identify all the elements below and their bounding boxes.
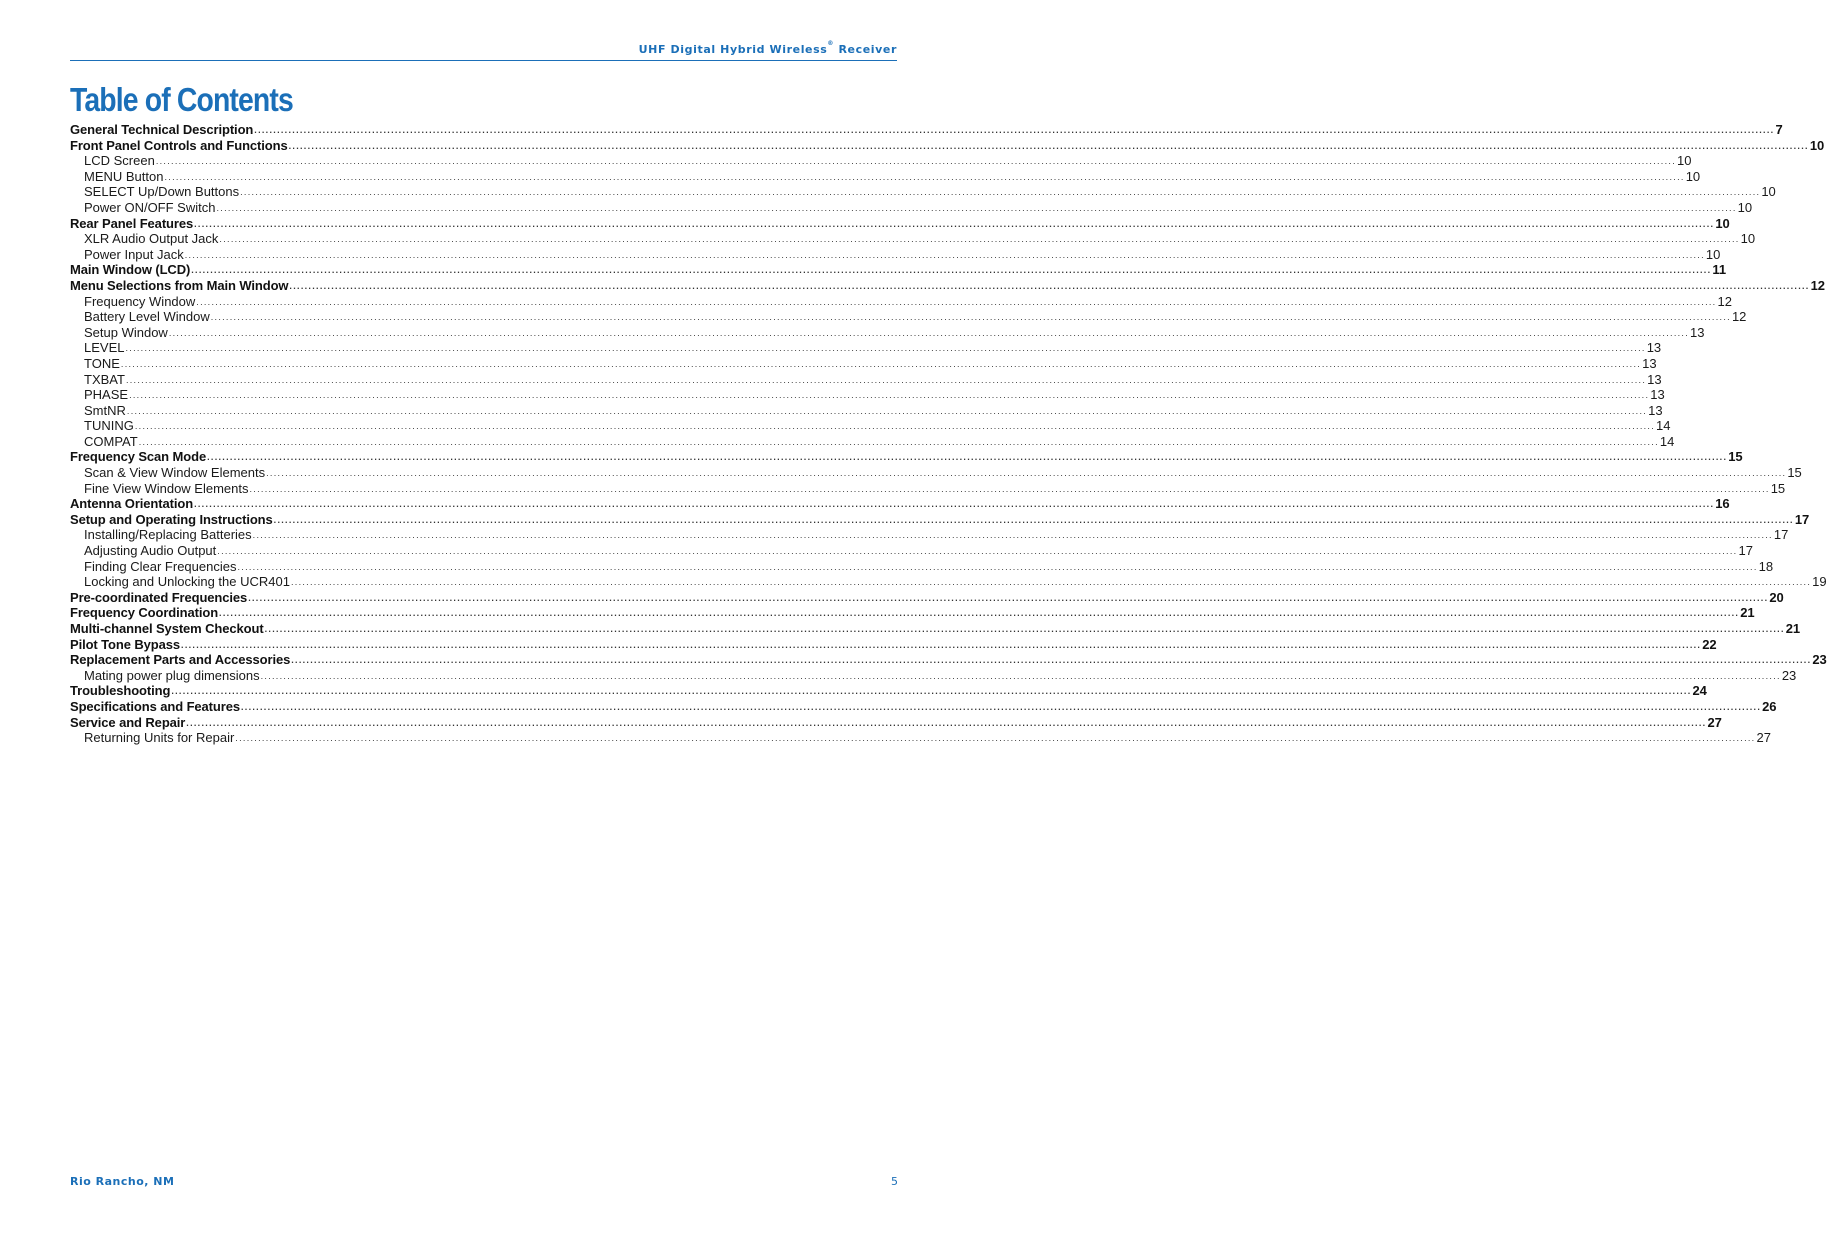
dot-leader: ................................................................................................................................................................................................................................................................................................................................................................................................................ [235, 733, 1756, 744]
toc-entry-page-number: 21 [1740, 605, 1755, 621]
page-title: Table of Contents [70, 81, 293, 118]
toc-entry-page-number: 24 [1692, 683, 1707, 699]
toc-entry-page-number: 15 [1770, 480, 1786, 496]
dot-leader: ................................................................................................................................................................................................................................................................................................................................................................................................................ [210, 312, 1731, 323]
dot-leader: ................................................................................................................................................................................................................................................................................................................................................................................................................ [138, 436, 1659, 447]
toc-entry-page-number: 23 [1781, 667, 1797, 683]
toc-entry-page-number: 10 [1715, 215, 1730, 231]
toc-section-entry[interactable] [70, 621, 1801, 637]
toc-subsection-entry[interactable] [70, 433, 1675, 450]
toc-section-entry[interactable] [70, 511, 1810, 528]
toc-entry-label: Antenna Orientation [70, 496, 194, 512]
toc-entry-label: Specifications and Features [70, 698, 240, 714]
toc-subsection-entry[interactable] [70, 371, 1662, 388]
toc-subsection-entry[interactable] [70, 324, 1705, 341]
table-of-contents [70, 122, 1827, 746]
toc-entry-page-number: 13 [1647, 371, 1662, 387]
toc-entry-label: Battery Level Window [84, 309, 210, 325]
footer-page-number: 5 [891, 1175, 898, 1188]
toc-entry-page-number: 12 [1810, 277, 1825, 293]
toc-subsection-entry[interactable] [70, 231, 1756, 247]
toc-entry-label: Fine View Window Elements [84, 480, 249, 496]
toc-section-entry[interactable] [70, 714, 1722, 731]
toc-entry-page-number: 14 [1659, 433, 1675, 449]
toc-subsection-entry[interactable] [70, 418, 1671, 434]
toc-subsection-entry[interactable] [70, 387, 1665, 403]
toc-entry-page-number: 15 [1728, 449, 1743, 465]
dot-leader: ................................................................................................................................................................................................................................................................................................................................................................................................................ [125, 374, 1647, 385]
toc-subsection-entry[interactable] [70, 153, 1692, 169]
toc-subsection-entry[interactable] [70, 543, 1753, 559]
dot-leader: ................................................................................................................................................................................................................................................................................................................................................................................................................ [164, 171, 1685, 182]
toc-entry-page-number: 21 [1785, 621, 1801, 636]
dot-leader: ................................................................................................................................................................................................................................................................................................................................................................................................................ [181, 639, 1702, 650]
toc-entry-label: COMPAT [84, 433, 138, 449]
toc-entry-page-number: 11 [1712, 262, 1726, 278]
toc-section-entry[interactable] [70, 605, 1755, 621]
dot-leader: ................................................................................................................................................................................................................................................................................................................................................................................................................ [252, 530, 1773, 541]
toc-subsection-entry[interactable] [70, 480, 1786, 497]
dot-leader: ................................................................................................................................................................................................................................................................................................................................................................................................................ [191, 265, 1712, 276]
toc-entry-label: Pre-coordinated Frequencies [70, 589, 248, 605]
toc-subsection-entry[interactable] [70, 527, 1789, 543]
toc-entry-page-number: 15 [1787, 465, 1802, 481]
toc-subsection-entry[interactable] [70, 558, 1774, 575]
toc-entry-page-number: 13 [1690, 324, 1705, 340]
dot-leader: ................................................................................................................................................................................................................................................................................................................................................................................................................ [168, 327, 1690, 338]
toc-entry-page-number: 10 [1809, 137, 1825, 153]
toc-entry-label: MENU Button [84, 168, 164, 184]
dot-leader: ................................................................................................................................................................................................................................................................................................................................................................................................................ [240, 187, 1761, 198]
dot-leader: ................................................................................................................................................................................................................................................................................................................................................................................................................ [186, 717, 1707, 728]
toc-entry-page-number: 10 [1705, 246, 1721, 262]
dot-leader: ................................................................................................................................................................................................................................................................................................................................................................................................................ [240, 701, 1762, 712]
trademark-symbol: ® [827, 40, 835, 47]
toc-entry-label: Service and Repair [70, 714, 186, 730]
toc-subsection-entry[interactable] [70, 355, 1657, 372]
dot-leader: ................................................................................................................................................................................................................................................................................................................................................................................................................ [125, 343, 1646, 354]
toc-entry-label: Power Input Jack [84, 246, 184, 262]
toc-subsection-entry[interactable] [70, 402, 1663, 419]
toc-entry-page-number: 7 [1775, 122, 1783, 137]
toc-entry-label: TUNING [84, 418, 134, 434]
toc-section-entry[interactable] [70, 496, 1730, 512]
toc-entry-label: Installing/Replacing Batteries [84, 527, 252, 543]
toc-entry-label: Replacement Parts and Accessories [70, 652, 291, 668]
toc-entry-label: Finding Clear Frequencies [84, 558, 237, 574]
dot-leader: ................................................................................................................................................................................................................................................................................................................................................................................................................ [194, 218, 1715, 229]
toc-section-entry[interactable] [70, 122, 1783, 138]
toc-entry-page-number: 10 [1740, 231, 1756, 247]
dot-leader: ................................................................................................................................................................................................................................................................................................................................................................................................................ [171, 686, 1692, 697]
toc-entry-page-number: 23 [1812, 652, 1827, 668]
toc-subsection-entry[interactable] [70, 309, 1747, 325]
dot-leader: ................................................................................................................................................................................................................................................................................................................................................................................................................ [266, 468, 1787, 479]
toc-entry-page-number: 16 [1715, 496, 1730, 512]
toc-subsection-entry[interactable] [70, 574, 1827, 590]
toc-entry-page-number: 17 [1738, 543, 1753, 559]
toc-entry-label: LCD Screen [84, 153, 155, 169]
dot-leader: ................................................................................................................................................................................................................................................................................................................................................................................................................ [126, 405, 1648, 416]
toc-section-entry[interactable] [70, 277, 1825, 294]
toc-entry-label: Main Window (LCD) [70, 262, 191, 278]
toc-subsection-entry[interactable] [70, 246, 1721, 263]
dot-leader: ................................................................................................................................................................................................................................................................................................................................................................................................................ [129, 390, 1650, 401]
toc-subsection-entry[interactable] [70, 199, 1753, 216]
toc-entry-page-number: 12 [1717, 293, 1732, 309]
toc-entry-page-number: 20 [1769, 589, 1784, 605]
toc-entry-page-number: 13 [1646, 340, 1662, 356]
dot-leader: ................................................................................................................................................................................................................................................................................................................................................................................................................ [217, 546, 1738, 557]
toc-entry-label: SELECT Up/Down Buttons [84, 184, 240, 200]
toc-entry-label: Power ON/OFF Switch [84, 199, 216, 215]
toc-entry-label: TONE [84, 355, 120, 371]
toc-entry-page-number: 10 [1685, 168, 1701, 184]
toc-section-entry[interactable] [70, 636, 1717, 653]
toc-entry-label: Menu Selections from Main Window [70, 277, 289, 293]
dot-leader: ................................................................................................................................................................................................................................................................................................................................................................................................................ [237, 561, 1758, 572]
toc-section-entry[interactable] [70, 262, 1726, 278]
toc-entry-label: Frequency Scan Mode [70, 449, 207, 465]
toc-entry-label: Frequency Coordination [70, 605, 219, 621]
toc-entry-page-number: 18 [1758, 558, 1774, 574]
dot-leader: ................................................................................................................................................................................................................................................................................................................................................................................................................ [196, 296, 1717, 307]
dot-leader: ................................................................................................................................................................................................................................................................................................................................................................................................................ [290, 577, 1812, 588]
dot-leader: ................................................................................................................................................................................................................................................................................................................................................................................................................ [254, 125, 1775, 135]
toc-section-entry[interactable] [70, 449, 1743, 465]
toc-entry-label: Front Panel Controls and Functions [70, 137, 288, 153]
toc-entry-label: PHASE [84, 387, 129, 403]
toc-entry-page-number: 13 [1648, 402, 1663, 418]
toc-subsection-entry[interactable] [70, 667, 1797, 684]
dot-leader: ................................................................................................................................................................................................................................................................................................................................................................................................................ [249, 483, 1770, 494]
toc-subsection-entry[interactable] [70, 168, 1701, 185]
toc-entry-label: Pilot Tone Bypass [70, 636, 181, 652]
toc-entry-label: Troubleshooting [70, 683, 171, 699]
toc-entry-page-number: 27 [1707, 714, 1722, 730]
toc-entry-label: Locking and Unlocking the UCR401 [84, 574, 290, 590]
toc-subsection-entry[interactable] [70, 293, 1732, 310]
toc-section-entry[interactable] [70, 698, 1777, 715]
dot-leader: ................................................................................................................................................................................................................................................................................................................................................................................................................ [289, 280, 1810, 291]
toc-entry-label: Returning Units for Repair [84, 730, 235, 746]
dot-leader: ................................................................................................................................................................................................................................................................................................................................................................................................................ [219, 234, 1740, 245]
toc-subsection-entry[interactable] [70, 465, 1802, 481]
toc-entry-label: Mating power plug dimensions [84, 667, 260, 683]
dot-leader: ................................................................................................................................................................................................................................................................................................................................................................................................................ [248, 592, 1769, 603]
toc-entry-page-number: 19 [1812, 574, 1827, 590]
dot-leader: ................................................................................................................................................................................................................................................................................................................................................................................................................ [184, 249, 1705, 260]
toc-subsection-entry[interactable] [70, 184, 1776, 200]
toc-entry-page-number: 14 [1656, 418, 1671, 434]
page-header [70, 40, 897, 61]
toc-entry-page-number: 10 [1677, 153, 1692, 169]
toc-entry-page-number: 13 [1642, 355, 1657, 371]
toc-entry-label: Frequency Window [84, 293, 196, 309]
dot-leader: ................................................................................................................................................................................................................................................................................................................................................................................................................ [216, 202, 1737, 213]
dot-leader: ................................................................................................................................................................................................................................................................................................................................................................................................................ [264, 624, 1785, 634]
toc-entry-label: TXBAT [84, 371, 125, 387]
toc-entry-label: XLR Audio Output Jack [84, 231, 219, 247]
toc-entry-label: Setup and Operating Instructions [70, 511, 273, 527]
toc-section-entry[interactable] [70, 137, 1825, 154]
dot-leader: ................................................................................................................................................................................................................................................................................................................................................................................................................ [288, 140, 1809, 151]
toc-entry-page-number: 17 [1794, 511, 1810, 527]
dot-leader: ................................................................................................................................................................................................................................................................................................................................................................................................................ [260, 670, 1781, 681]
toc-entry-label: Rear Panel Features [70, 215, 194, 231]
toc-entry-page-number: 27 [1756, 730, 1771, 746]
toc-entry-label: Adjusting Audio Output [84, 543, 217, 559]
dot-leader: ................................................................................................................................................................................................................................................................................................................................................................................................................ [155, 156, 1677, 167]
toc-entry-page-number: 10 [1761, 184, 1776, 200]
toc-section-entry[interactable] [70, 589, 1784, 606]
dot-leader: ................................................................................................................................................................................................................................................................................................................................................................................................................ [120, 358, 1642, 369]
toc-entry-label: General Technical Description [70, 122, 254, 137]
dot-leader: ................................................................................................................................................................................................................................................................................................................................................................................................................ [207, 452, 1728, 463]
toc-entry-label: SmtNR [84, 402, 126, 418]
toc-section-entry[interactable] [70, 652, 1827, 668]
toc-entry-page-number: 22 [1702, 636, 1717, 652]
toc-subsection-entry[interactable] [70, 730, 1771, 746]
dot-leader: ................................................................................................................................................................................................................................................................................................................................................................................................................ [194, 499, 1715, 510]
dot-leader: ................................................................................................................................................................................................................................................................................................................................................................................................................ [291, 655, 1812, 666]
toc-entry-page-number: 13 [1650, 387, 1665, 403]
toc-entry-page-number: 12 [1731, 309, 1747, 325]
toc-entry-page-number: 17 [1773, 527, 1789, 543]
toc-section-entry[interactable] [70, 683, 1707, 699]
dot-leader: ................................................................................................................................................................................................................................................................................................................................................................................................................ [273, 514, 1794, 525]
toc-entry-label: LEVEL [84, 340, 125, 356]
toc-section-entry[interactable] [70, 215, 1730, 232]
footer-location: Rio Rancho, NM [70, 1175, 175, 1188]
dot-leader: ................................................................................................................................................................................................................................................................................................................................................................................................................ [219, 608, 1740, 619]
toc-entry-page-number: 26 [1762, 698, 1777, 714]
toc-entry-label: Scan & View Window Elements [84, 465, 266, 481]
toc-entry-page-number: 10 [1737, 199, 1753, 215]
header-title: UHF Digital Hybrid Wireless® Receiver [638, 40, 897, 56]
toc-subsection-entry[interactable] [70, 340, 1662, 356]
dot-leader: ................................................................................................................................................................................................................................................................................................................................................................................................................ [134, 421, 1656, 432]
toc-entry-label: Setup Window [84, 324, 168, 340]
toc-entry-label: Multi-channel System Checkout [70, 621, 264, 636]
